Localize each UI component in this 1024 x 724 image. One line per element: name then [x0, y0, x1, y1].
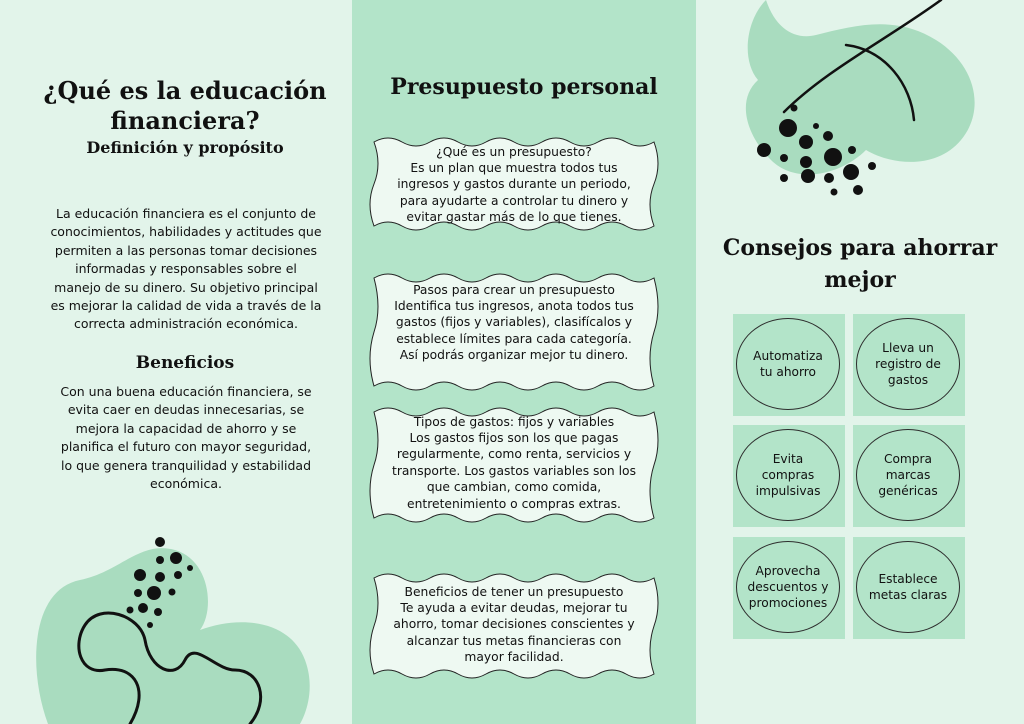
tip-card	[733, 425, 845, 527]
tip-card	[853, 314, 965, 416]
card-heading: Pasos para crear un presupuesto	[413, 283, 615, 297]
benefits-heading: Beneficios	[135, 353, 235, 373]
section-title: Consejos para ahorrar mejor	[722, 235, 998, 293]
card-heading: Tipos de gastos: fijos y variables	[413, 415, 615, 429]
budget-card	[368, 270, 660, 394]
budget-card	[368, 404, 660, 526]
card-heading: Beneficios de tener un presupuesto	[404, 585, 624, 599]
leaf-top-right-decoration	[696, 0, 1024, 220]
budget-card	[368, 570, 660, 682]
tip-oval	[856, 318, 960, 410]
tip-text: Evita compras impulsivas	[755, 452, 821, 498]
page-subtitle: Definición y propósito	[86, 138, 284, 157]
definition-text: La educación financiera es el conjunto de conocimientos, habilidades y actitudes que permiten a las personas tomar decisiones informadas y responsables sobre el manejo de su dinero. Su objetivo principal es mejorar la calidad de vida a través de la correcta administración económica.	[50, 206, 322, 332]
section-title: Presupuesto personal	[390, 74, 658, 100]
tip-oval	[856, 541, 960, 633]
tip-oval	[736, 541, 840, 633]
tip-oval	[736, 429, 840, 521]
card-body: Identifica tus ingresos, anota todos tus gastos (fijos y variables), clasifícalos y establece límites para cada categoría. Así podrás organizar mejor tu dinero.	[394, 299, 634, 363]
budget-card	[368, 134, 660, 234]
tip-card	[853, 425, 965, 527]
right-panel	[696, 0, 1024, 724]
page-title: ¿Qué es la educación financiera?	[43, 76, 327, 135]
card-body: Te ayuda a evitar deudas, mejorar tu ahorro, tomar decisiones conscientes y alcanzar tus metas financieras con mayor facilidad.	[393, 601, 635, 665]
tip-oval	[736, 318, 840, 410]
leaf-bottom-left-decoration	[0, 520, 352, 724]
benefits-text: Con una buena educación financiera, se evita caer en deudas innecesarias, se mejora la capacidad de ahorro y se planifica el futuro con mayor seguridad, lo que genera tranquilidad y estabilidad económica.	[60, 384, 312, 492]
tip-text: Establece metas claras	[868, 572, 948, 602]
tip-card	[853, 537, 965, 639]
middle-panel	[352, 0, 696, 724]
tip-text: Aprovecha descuentos y promociones	[747, 564, 829, 610]
tip-oval	[856, 429, 960, 521]
tip-text: Automatiza tu ahorro	[753, 349, 823, 379]
tip-text: Lleva un registro de gastos	[875, 341, 941, 387]
tip-card	[733, 314, 845, 416]
left-panel	[0, 0, 352, 724]
card-body: Es un plan que muestra todos tus ingresos y gastos durante un periodo, para ayudarte a controlar tu dinero y evitar gastar más de lo que tienes.	[397, 161, 631, 225]
tip-text: Compra marcas genéricas	[878, 452, 938, 498]
card-body: Los gastos fijos son los que pagas regularmente, como renta, servicios y transporte. Los gastos variables son los que cambian, como comida, entretenimiento o compras extras.	[392, 431, 636, 511]
tip-card	[733, 537, 845, 639]
card-heading: ¿Qué es un presupuesto?	[436, 145, 592, 159]
